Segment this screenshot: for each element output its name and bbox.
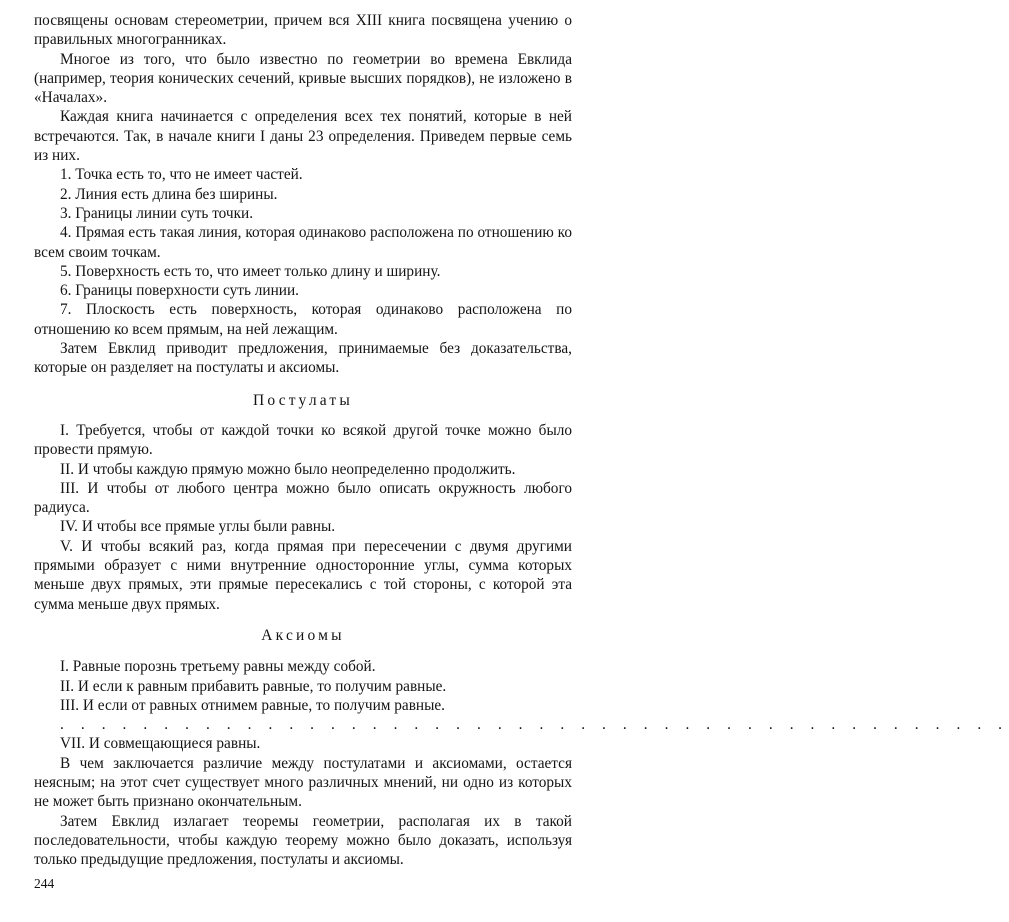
axiom-item: III. И если от равных отнимем равные, то получим равные. <box>60 696 445 714</box>
definition-item: 4. Прямая есть такая линия, которая одинаково расположена по отношению ко всем своим точкам. <box>34 224 572 261</box>
definition-item: 5. Поверхность есть то, что имеет только длину и ширину. <box>60 262 441 280</box>
definition-item: 6. Границы поверхности суть линии. <box>60 282 299 300</box>
postulate-item: V. И чтобы всякий раз, когда прямая при пересечении с двумя другими прямыми образует с ними внутренние односторонние углы, сумма которых меньше двух прямых, эти прямые пересекались с той стороны, с которой эта сумма меньше двух прямых. <box>34 537 572 613</box>
paragraph: Многое из того, что было известно по геометрии во времена Евклида (например, теория конических сечений, кривые высших порядков), не изложено в «Началах». <box>34 50 572 107</box>
definition-item: 1. Точка есть то, что не имеет частей. <box>60 166 303 184</box>
section-heading-axioms: Аксиомы <box>261 626 345 644</box>
paragraph: В чем заключается различие между постулатами и аксиомами, остается неясным; на этот счет существует много различных мнений, ни одно из которых не может быть признано окончательным. <box>34 754 572 811</box>
axiom-item: VII. И совмещающиеся равны. <box>60 735 261 753</box>
definition-item: 3. Границы линии суть точки. <box>60 204 254 222</box>
paragraph: Затем Евклид приводит предложения, принимаемые без доказательства, которые он разделяет на постулаты и аксиомы. <box>34 340 572 377</box>
postulate-item: II. И чтобы каждую прямую можно было неопределенно продолжить. <box>60 460 516 478</box>
postulate-item: IV. И чтобы все прямые углы были равны. <box>60 518 336 536</box>
page-number: 244 <box>34 876 55 891</box>
paragraph: Затем Евклид излагает теоремы геометрии, располагая их в такой последовательности, чтобы каждую теорему можно было доказать, используя только предыдущие предложения, постулаты и аксиомы. <box>34 812 572 869</box>
omission-dots: . . . . . . . . . . . . . . . . . . . . . . . . . . . . . . . . . . . . . . . . . . . . . . <box>60 716 1009 734</box>
paragraph: Каждая книга начинается с определения всех тех понятий, которые в ней встречаются. Так, в начале книги I даны 23 определения. Приведем первые семь из них. <box>34 108 572 165</box>
axiom-item: II. И если к равным прибавить равные, то получим равные. <box>60 677 447 695</box>
definition-item: 7. Плоскость есть поверхность, которая одинаково расположена по отношению ко всем прямым, на ней лежащим. <box>34 301 572 338</box>
section-heading-postulates: Постулаты <box>252 391 354 409</box>
postulate-item: I. Требуется, чтобы от каждой точки ко всякой другой точке можно было провести прямую. <box>34 421 572 459</box>
axiom-item: I. Равные порознь третьему равны между собой. <box>60 658 376 676</box>
page-text <box>34 11 1009 869</box>
definition-item: 2. Линия есть длина без ширины. <box>60 185 278 203</box>
paragraph: посвящены основам стереометрии, причем вся XIII книга посвящена учению о правильных многогранниках. <box>34 12 572 49</box>
postulate-item: III. И чтобы от любого центра можно было описать окружность любого радиуса. <box>34 479 572 517</box>
